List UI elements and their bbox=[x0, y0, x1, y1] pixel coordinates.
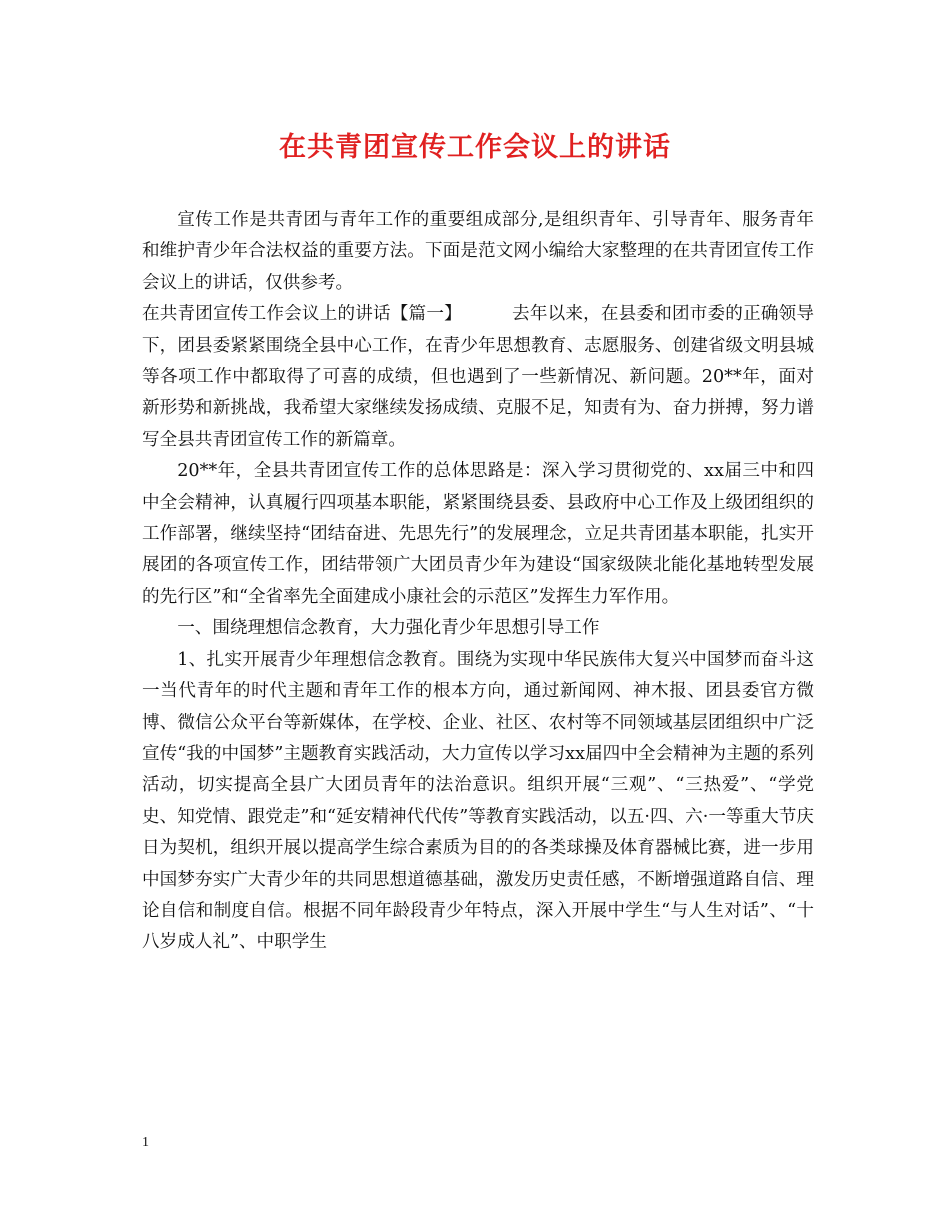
item-one-paragraph: 1、扎实开展青少年理想信念教育。围绕为实现中华民族伟大复兴中国梦而奋斗这一当代青年的时代主题和青年工作的根本方向，通过新闻网、神木报、团县委官方微博、微信公众平台等新媒体，在学校、企业、社区、农村等不同领域基层团组织中广泛宣传“我的中国梦”主题教育实践活动，大力宣传以学习xx届四中全会精神为主题的系列活动，切实提高全县广大团员青年的法治意识。组织开展“三观”、“三热爱”、“学党史、知党情、跟党走”和“延安精神代代传”等教育实践活动，以五·四、六·一等重大节庆日为契机，组织开展以提高学生综合素质为目的的各类球操及体育器械比赛，进一步用中国梦夯实广大青少年的共同思想道德基础，激发历史责任感，不断增强道路自信、理论自信和制度自信。根据不同年龄段青少年特点，深入开展中学生“与人生对话”、“十八岁成人礼”、中职学生 bbox=[142, 649, 814, 953]
intro-paragraph: 宣传工作是共青团与青年工作的重要组成部分,是组织青年、引导青年、服务青年和维护青少年合法权益的重要方法。下面是范文网小编给大家整理的在共青团宣传工作会议上的讲话，仅供参考。 bbox=[142, 210, 814, 293]
section-heading: 在共青团宣传工作会议上的讲话【篇一】 bbox=[142, 304, 462, 325]
section-paragraph bbox=[142, 299, 814, 456]
document-body bbox=[142, 205, 814, 959]
section-one-heading: 一、围绕理想信念教育，大力强化青少年思想引导工作 bbox=[177, 618, 600, 639]
page-number: 1 bbox=[142, 1135, 149, 1150]
section-intro: 去年以来，在县委和团市委的正确领导下，团县委紧紧围绕全县中心工作，在青少年思想教育、志愿服务、创建省级文明县城等各项工作中都取得了可喜的成绩，但也遇到了一些新情况、新问题。20**年，面对新形势和新挑战，我希望大家继续发扬成绩、克服不足，知责有为、奋力拼搏，努力谱写全县共青团宣传工作的新篇章。 bbox=[142, 304, 814, 450]
document-title: 在共青团宣传工作会议上的讲话 bbox=[279, 132, 671, 163]
overall-idea-paragraph: 20**年，全县共青团宣传工作的总体思路是：深入学习贯彻党的、xx届三中和四中全会精神，认真履行四项基本职能，紧紧围绕县委、县政府中心工作及上级团组织的工作部署，继续坚持“团结奋进、先思先行”的发展理念，立足共青团基本职能，扎实开展团的各项宣传工作，团结带领广大团员青少年为建设“国家级陕北能化基地转型发展的先行区”和“全省率先全面建成小康社会的示范区”发挥生力军作用。 bbox=[142, 461, 814, 607]
